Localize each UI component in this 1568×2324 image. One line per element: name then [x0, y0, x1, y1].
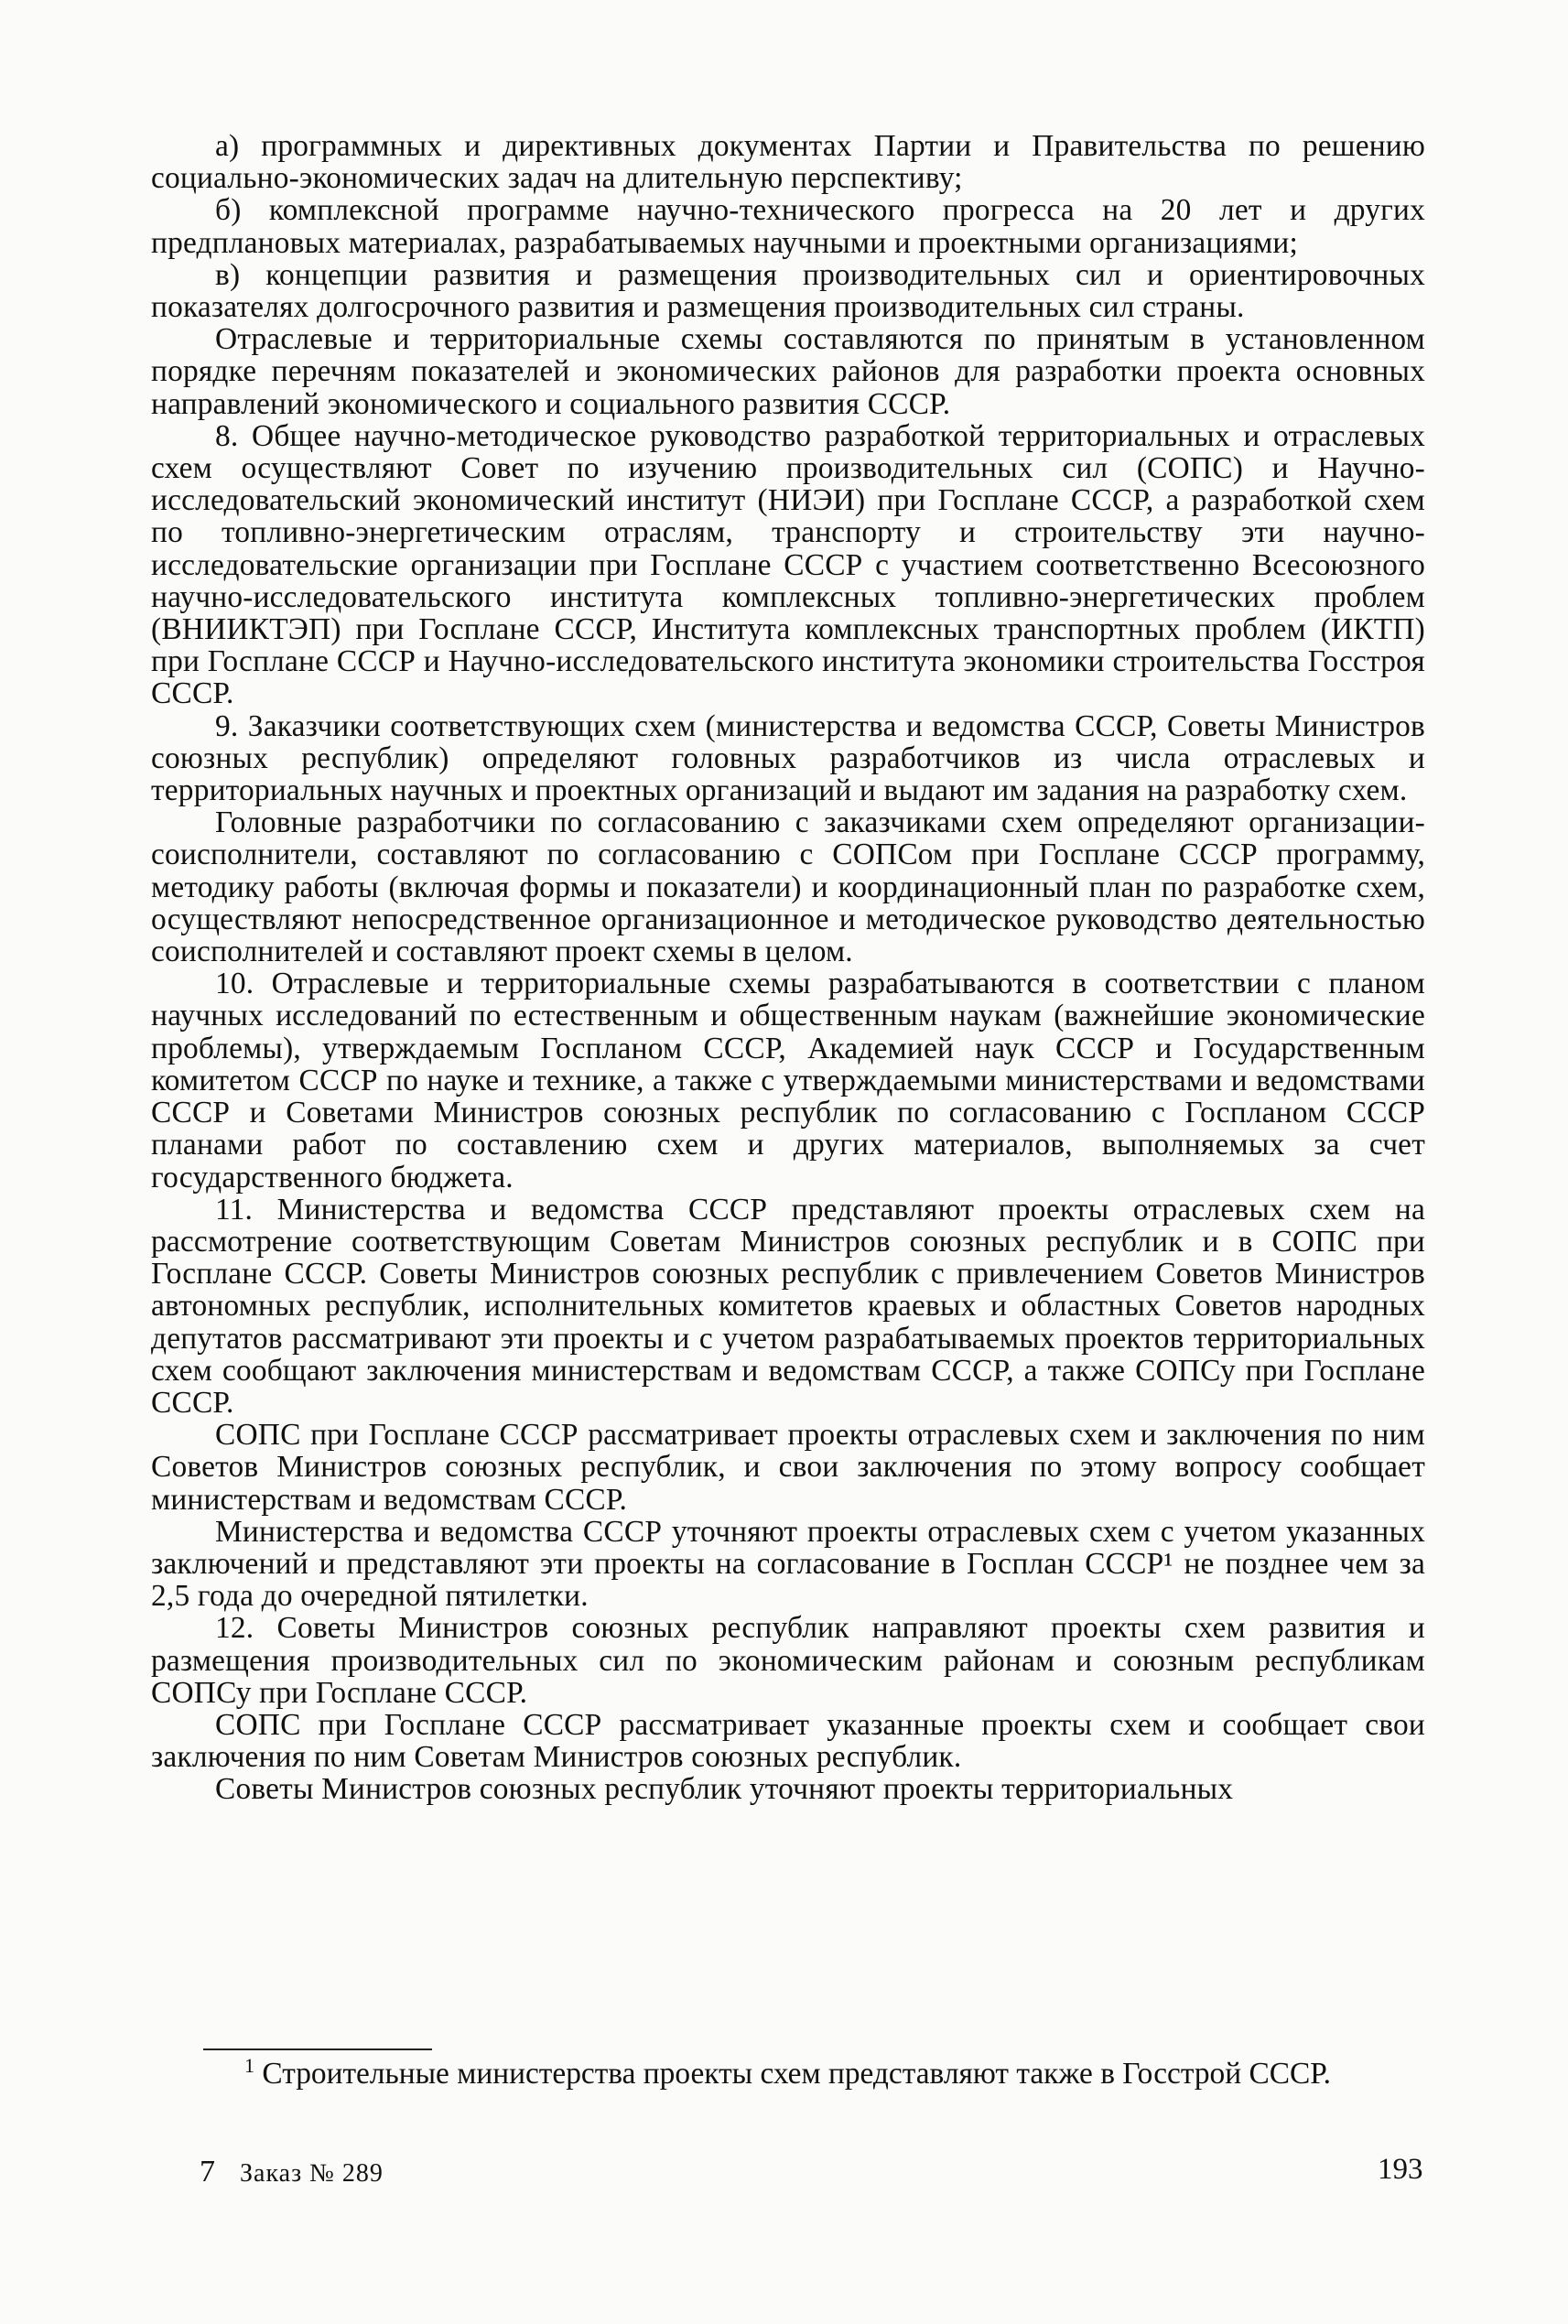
paragraph-head-developers: Головные разработчики по согласованию с заказчиками схем определяют организации-соисполнители, составляют по согласованию с СОПСом при Госплане СССР программу, методику работы (включая формы и показатели) и координационный план по разработке схем, осуществляют непосредственное организационное и методическое руководство деятельностью соисполнителей и составляют проект схемы в целом.	[151, 805, 1425, 969]
paragraph-a: а) программных и директивных документах Партии и Правительства по решению социально-экономических задач на длительную перспективу;	[151, 129, 1425, 196]
body-text	[151, 130, 1425, 1806]
paragraph-sops-conclusions: СОПС при Госплане СССР рассматривает указанные проекты схем и сообщает свои заключения по ним Советам Министров союзных республик.	[151, 1707, 1425, 1775]
signature-number: 7	[200, 2155, 216, 2189]
footnote-divider	[203, 2048, 432, 2050]
footnote-text: Строительные министерства проекты схем представляют также в Госстрой СССР.	[262, 2057, 1332, 2091]
paragraph-sops-review: СОПС при Госплане СССР рассматривает проекты отраслевых схем и заключения по ним Советов Министров союзных республик, и свои заключения по этому вопросу сообщает министерствам и ведомствам СССР.	[151, 1418, 1425, 1517]
paragraph-schemes-compiled: Отраслевые и территориальные схемы составляются по принятым в установленном порядке перечням показателей и экономических районов для разработки проекта основных направлений экономического и социального развития СССР.	[151, 322, 1425, 421]
paragraph-councils-refine: Советы Министров союзных республик уточняют проекты территориальных	[215, 1772, 1234, 1807]
paragraph-item-10: 10. Отраслевые и территориальные схемы разрабатываются в соответствии с планом научных исследований по естественным и общественным наукам (важнейшие экономические проблемы), утверждаемым Госпланом СССР, Академией наук СССР и Государственным комитетом СССР по науке и технике, а также с утверждаемыми министерствами и ведомствами СССР и Советами Министров союзных республик по согласованию с Госпланом СССР планами работ по составлению схем и других материалов, выполняемых за счет государственного бюджета.	[151, 967, 1425, 1194]
paragraph-item-11: 11. Министерства и ведомства СССР представляют проекты отраслевых схем на рассмотрение соответствующим Советам Министров союзных республик и в СОПС при Госплане СССР. Советы Министров союзных республик с привлечением Советов Министров автономных республик, исполнительных комитетов краевых и областных Советов народных депутатов рассматривают эти проекты и с учетом разрабатываемых проектов территориальных схем сообщают заключения министерствам и ведомствам СССР, а также СОПСу при Госплане СССР.	[151, 1192, 1425, 1420]
paragraph-item-8: 8. Общее научно-методическое руководство разработкой территориальных и отраслевых схем осуществляют Совет по изучению производительных сил (СОПС) и Научно-исследовательский экономический институт (НИЭИ) при Госплане СССР, а разработкой схем по топливно-энергетическим отраслям, транспорту и строительству эти научно-исследовательские организации при Госплане СССР с участием соответственно Всесоюзного научно-исследовательского института комплексных топливно-энергетических проблем (ВНИИКТЭП) при Госплане СССР, Института комплексных транспортных проблем (ИКТП) при Госплане СССР и Научно-исследовательского института экономики строительства Госстроя СССР.	[151, 418, 1425, 711]
footnote-marker: 1	[244, 2053, 254, 2077]
paragraph-c: в) концепции развития и размещения производительных сил и ориентировочных показателях долгосрочного развития и размещения производительных сил страны.	[151, 257, 1425, 325]
paragraph-ministries-refine: Министерства и ведомства СССР уточняют проекты отраслевых схем с учетом указанных заключений и представляют эти проекты на согласование в Госплан СССР¹ не позднее чем за 2,5 года до очередной пятилетки.	[151, 1514, 1425, 1614]
page-number: 193	[1378, 2153, 1423, 2186]
footnote	[151, 2053, 1425, 2091]
paragraph-item-12: 12. Советы Министров союзных республик направляют проекты схем развития и размещения производительных сил по экономическим районам и союзным республикам СОПСу при Госплане СССР.	[151, 1611, 1425, 1710]
paragraph-item-9: 9. Заказчики соответствующих схем (министерства и ведомства СССР, Советы Министров союзных республик) определяют головных разработчиков из числа отраслевых и территориальных научных и проектных организаций и выдают им задания на разработку схем.	[151, 708, 1425, 808]
order-number: Заказ № 289	[240, 2159, 384, 2188]
printer-signature	[200, 2155, 384, 2189]
paragraph-b: б) комплексной программе научно-технического прогресса на 20 лет и других предплановых материалах, разрабатываемых научными и проектными организациями;	[151, 193, 1425, 260]
